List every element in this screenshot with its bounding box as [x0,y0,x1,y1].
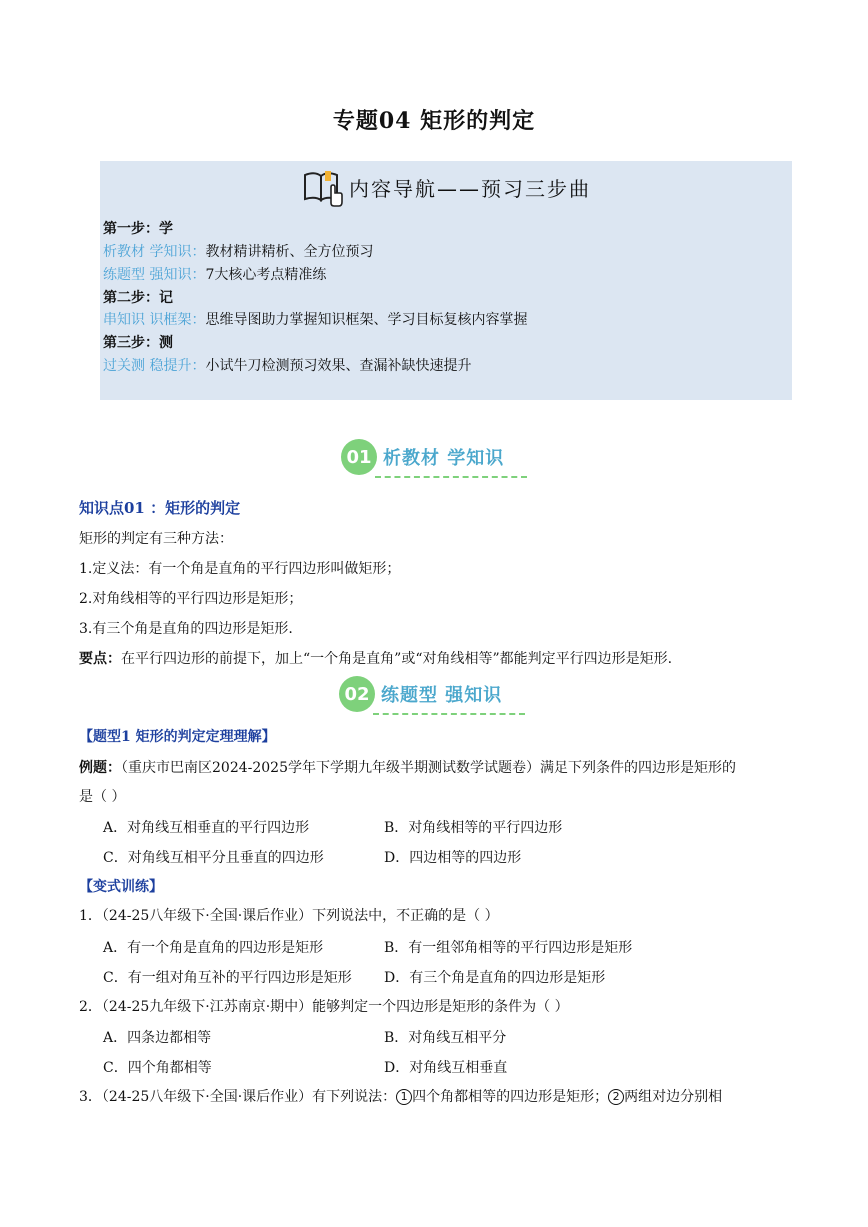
q1-option-d: D．有三个角是直角的四边形是矩形 [384,970,606,986]
nav-header-text: 内容导航——预习三步曲 [349,176,591,201]
example-label: 例题： [79,760,121,776]
book-pointer-icon [301,167,345,207]
step3-heading: 第三步：测 [103,335,173,351]
knowledge-point-heading: 知识点01 ：矩形的判定 [79,499,241,517]
section-number-badge: 01 [341,439,377,475]
option-d: D．四边相等的四边形 [384,850,522,866]
q2-option-a: A．四条边都相等 [103,1030,212,1046]
q3-prefix: 3．（24-25八年级下·全国·课后作业）有下列说法： [79,1089,397,1105]
key-point [79,649,672,669]
nav-row-2 [103,264,326,286]
key-point-label: 要点： [79,651,121,667]
key-point-text: 在平行四边形的前提下，加上“一个角是直角”或“对角线相等”都能判定平行四边形是矩形. [121,651,673,667]
section-number-badge: 02 [339,676,375,712]
question-2: 2．（24-25九年级下·江苏南京·期中）能够判定一个四边形是矩形的条件为（ ） [79,999,569,1015]
nav-row-label: 练题型 强知识： [103,267,206,283]
nav-row-text: 教材精讲精析、全方位预习 [205,244,374,260]
nav-row-text: 7大核心考点精准练 [205,267,327,283]
section-02-header [339,676,502,712]
q1-option-c: C．有一组对角互补的平行四边形是矩形 [103,970,352,986]
example-question [79,758,736,778]
nav-row-label: 过关测 稳提升： [103,358,206,374]
section-title: 练题型 强知识 [381,685,503,706]
variant-training-heading: 【变式训练】 [79,879,163,895]
q1-option-b: B．有一组邻角相等的平行四边形是矩形 [384,940,633,956]
section-title: 析教材 学知识 [383,448,505,469]
question-3 [79,1087,722,1107]
circled-number-2: 2 [608,1089,624,1105]
option-c: C．对角线互相平分且垂直的四边形 [103,850,324,866]
method-1: 1.定义法：有一个角是直角的平行四边形叫做矩形； [79,561,401,577]
option-b: B．对角线相等的平行四边形 [384,820,563,836]
section-underline [373,713,525,715]
q3-statement-1: 四个角都相等的四边形是矩形； [412,1089,609,1105]
example-text: （重庆市巴南区2024-2025学年下学期九年级半期测试数学试题卷）满足下列条件的四边形是矩形的 [121,760,736,776]
method-2: 2.对角线相等的平行四边形是矩形； [79,591,303,607]
section-01-header [341,439,504,475]
nav-row-label: 析教材 学知识： [103,244,206,260]
q1-option-a: A．有一个角是直角的四边形是矩形 [103,940,324,956]
example-question-continued: 是（ ） [79,789,126,805]
nav-row-1 [103,241,373,263]
q3-statement-2: 两组对边分别相 [624,1089,723,1105]
step1-heading: 第一步：学 [103,221,173,237]
q2-option-d: D．对角线互相垂直 [384,1060,508,1076]
page-title: 专题04 矩形的判定 [332,108,536,134]
question-type-heading: 【题型1 矩形的判定定理理解】 [79,729,276,745]
option-a: A．对角线互相垂直的平行四边形 [103,820,310,836]
nav-row-text: 小试牛刀检测预习效果、查漏补缺快速提升 [205,358,472,374]
method-3: 3.有三个角是直角的四边形是矩形. [79,621,293,637]
nav-row-4 [103,355,471,377]
nav-row-label: 串知识 识框架： [103,312,206,328]
q2-option-c: C．四个角都相等 [103,1060,212,1076]
nav-row-3 [103,309,527,331]
step2-heading: 第二步：记 [103,290,173,306]
knowledge-intro: 矩形的判定有三种方法： [79,531,233,547]
section-underline [375,476,527,478]
question-1: 1．（24-25八年级下·全国·课后作业）下列说法中，不正确的是（ ） [79,908,499,924]
circled-number-1: 1 [396,1089,412,1105]
q2-option-b: B．对角线互相平分 [384,1030,507,1046]
content-navigation-box [100,161,792,400]
nav-header [100,167,792,207]
nav-row-text: 思维导图助力掌握知识框架、学习目标复核内容掌握 [205,312,528,328]
